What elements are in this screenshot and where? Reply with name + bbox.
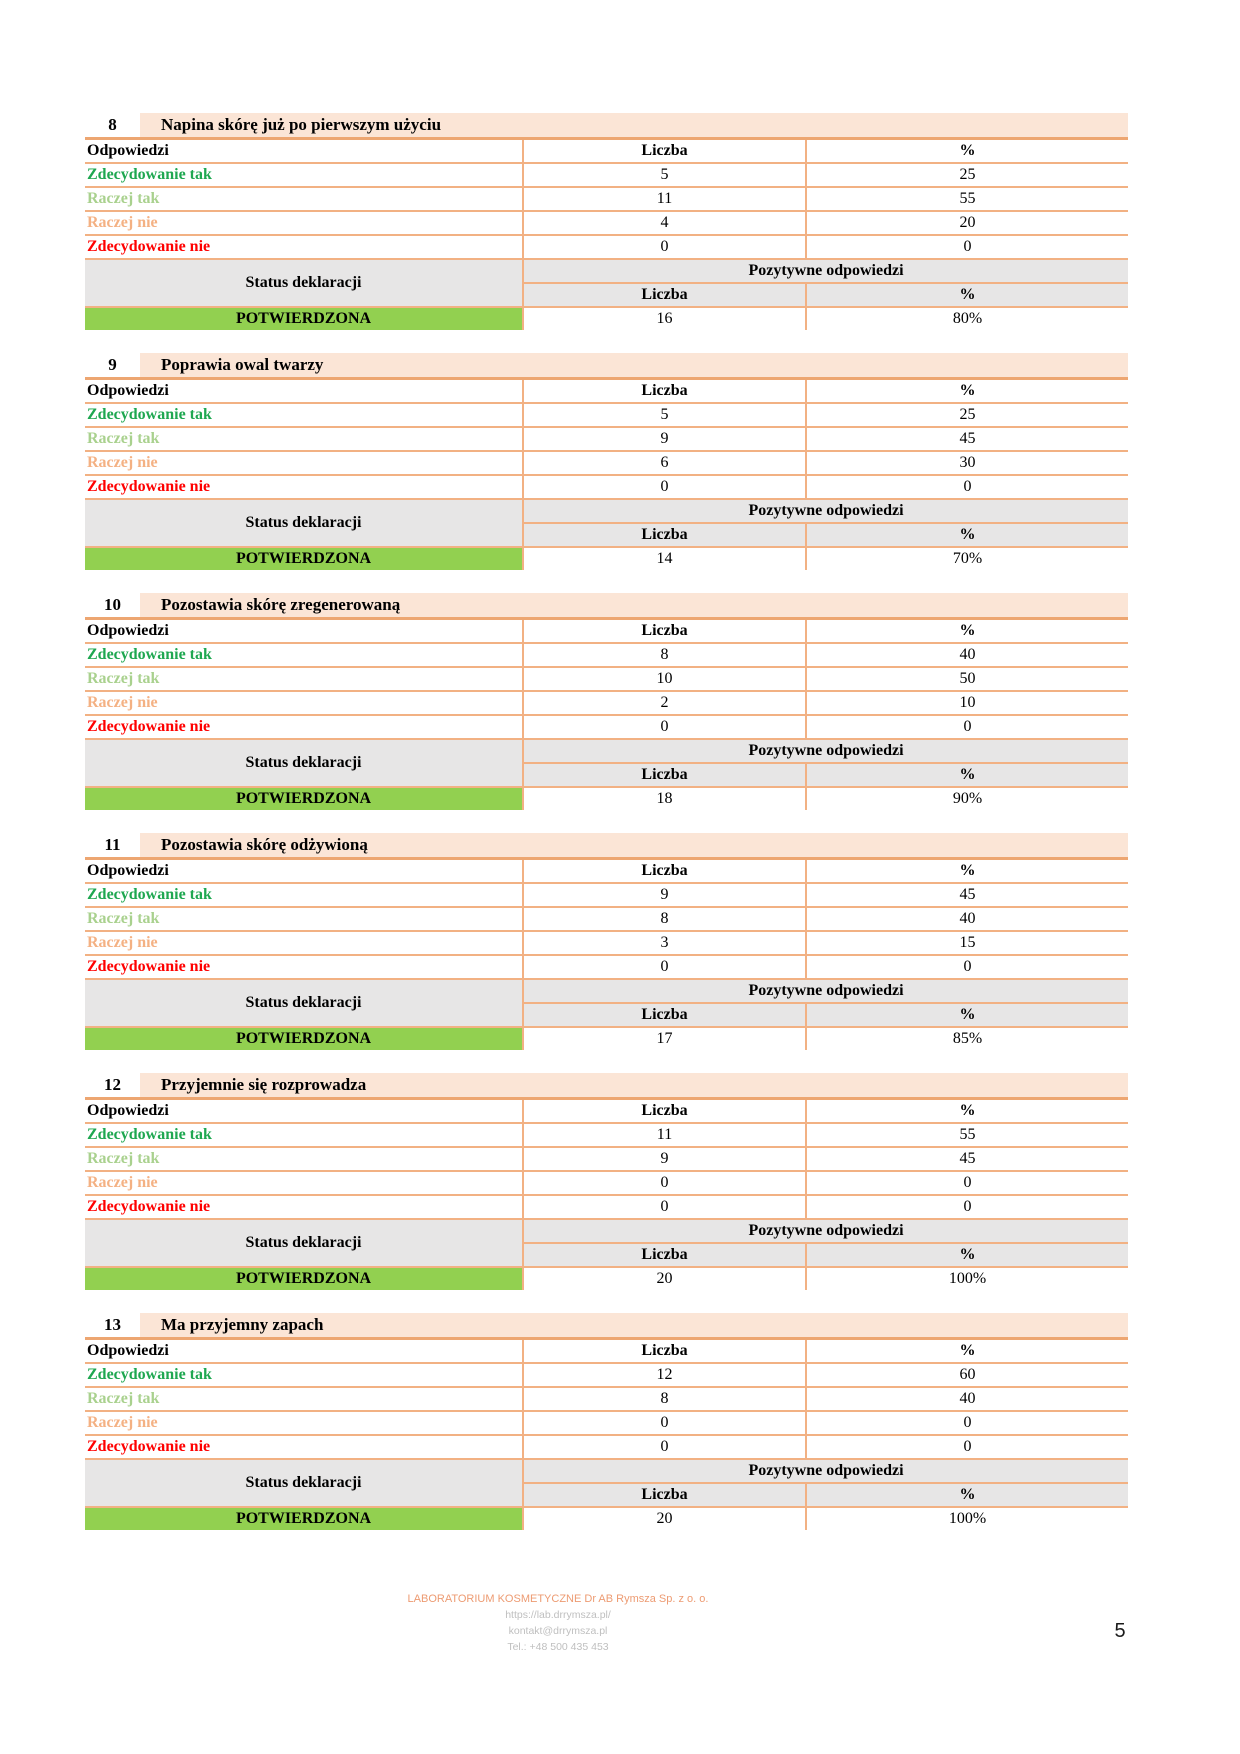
footer-phone: Tel.: +48 500 435 453 — [507, 1641, 609, 1653]
positive-answers-header: Pozytywne odpowiedzi — [523, 259, 1128, 283]
question-title: Ma przyjemny zapach — [140, 1313, 1128, 1337]
answer-label-rather-yes: Raczej tak — [85, 907, 523, 931]
positive-answers-header: Pozytywne odpowiedzi — [523, 979, 1128, 1003]
question-title: Pozostawia skórę zregenerowaną — [140, 593, 1128, 617]
positive-percent-value: 100% — [806, 1267, 1128, 1290]
question-title-row — [85, 833, 1128, 860]
answers-column-header: Odpowiedzi — [85, 1340, 523, 1363]
status-badge: POTWIERDZONA — [85, 1507, 523, 1530]
answer-label-strong-yes: Zdecydowanie tak — [85, 883, 523, 907]
answer-percent: 45 — [806, 1147, 1128, 1171]
status-declaration-label: Status deklaracji — [85, 1219, 523, 1267]
percent-column-header: % — [806, 140, 1128, 163]
positive-percent-header: % — [806, 1483, 1128, 1507]
answer-count: 0 — [523, 955, 806, 979]
answers-table — [85, 380, 1128, 570]
answer-percent: 45 — [806, 883, 1128, 907]
answer-count: 10 — [523, 667, 806, 691]
answer-label-rather-yes: Raczej tak — [85, 1147, 523, 1171]
positive-percent-value: 70% — [806, 547, 1128, 570]
positive-count-value: 20 — [523, 1267, 806, 1290]
answer-count: 0 — [523, 475, 806, 499]
positive-count-value: 20 — [523, 1507, 806, 1530]
positive-count-header: Liczba — [523, 283, 806, 307]
answer-count: 11 — [523, 187, 806, 211]
answer-label-strong-yes: Zdecydowanie tak — [85, 1123, 523, 1147]
question-number: 9 — [85, 353, 140, 377]
positive-count-header: Liczba — [523, 1483, 806, 1507]
status-header-row — [85, 1219, 1128, 1243]
status-declaration-label: Status deklaracji — [85, 1459, 523, 1507]
question-number: 10 — [85, 593, 140, 617]
answer-count: 0 — [523, 715, 806, 739]
table-header-row — [85, 380, 1128, 403]
status-declaration-label: Status deklaracji — [85, 739, 523, 787]
answer-label-rather-yes: Raczej tak — [85, 427, 523, 451]
question-title-row — [85, 113, 1128, 140]
answer-row — [85, 475, 1128, 499]
answer-percent: 0 — [806, 955, 1128, 979]
answer-row — [85, 1147, 1128, 1171]
question-title: Napina skórę już po pierwszym użyciu — [140, 113, 1128, 137]
answer-count: 9 — [523, 1147, 806, 1171]
answer-label-strong-yes: Zdecydowanie tak — [85, 1363, 523, 1387]
answer-row — [85, 931, 1128, 955]
answer-label-rather-yes: Raczej tak — [85, 1387, 523, 1411]
answers-table — [85, 1340, 1128, 1530]
confirmed-row — [85, 1267, 1128, 1290]
positive-percent-header: % — [806, 763, 1128, 787]
answer-row — [85, 1363, 1128, 1387]
question-number: 8 — [85, 113, 140, 137]
answer-percent: 0 — [806, 1171, 1128, 1195]
survey-question-table — [85, 593, 1128, 810]
count-column-header: Liczba — [523, 140, 806, 163]
status-declaration-label: Status deklaracji — [85, 259, 523, 307]
positive-count-value: 17 — [523, 1027, 806, 1050]
answer-row — [85, 1123, 1128, 1147]
count-column-header: Liczba — [523, 1340, 806, 1363]
answer-count: 0 — [523, 235, 806, 259]
question-number: 12 — [85, 1073, 140, 1097]
status-badge: POTWIERDZONA — [85, 547, 523, 570]
answer-percent: 40 — [806, 1387, 1128, 1411]
answer-count: 12 — [523, 1363, 806, 1387]
answer-percent: 0 — [806, 1411, 1128, 1435]
status-header-row — [85, 1459, 1128, 1483]
footer-email: kontakt@drrymsza.pl — [508, 1625, 608, 1637]
answer-label-rather-no: Raczej nie — [85, 1411, 523, 1435]
answer-percent: 40 — [806, 643, 1128, 667]
confirmed-row — [85, 547, 1128, 570]
answer-count: 11 — [523, 1123, 806, 1147]
table-header-row — [85, 620, 1128, 643]
answer-row — [85, 667, 1128, 691]
confirmed-row — [85, 1027, 1128, 1050]
percent-column-header: % — [806, 620, 1128, 643]
answer-count: 0 — [523, 1171, 806, 1195]
status-badge: POTWIERDZONA — [85, 1267, 523, 1290]
positive-count-header: Liczba — [523, 763, 806, 787]
positive-count-header: Liczba — [523, 1003, 806, 1027]
survey-question-table — [85, 353, 1128, 570]
answer-percent: 0 — [806, 235, 1128, 259]
status-badge: POTWIERDZONA — [85, 1027, 523, 1050]
question-title: Pozostawia skórę odżywioną — [140, 833, 1128, 857]
count-column-header: Liczba — [523, 860, 806, 883]
positive-count-value: 18 — [523, 787, 806, 810]
survey-question-table — [85, 1313, 1128, 1530]
answers-column-header: Odpowiedzi — [85, 140, 523, 163]
positive-percent-header: % — [806, 523, 1128, 547]
question-title-row — [85, 593, 1128, 620]
table-header-row — [85, 140, 1128, 163]
positive-percent-header: % — [806, 1003, 1128, 1027]
confirmed-row — [85, 1507, 1128, 1530]
answer-count: 8 — [523, 643, 806, 667]
answer-percent: 50 — [806, 667, 1128, 691]
status-badge: POTWIERDZONA — [85, 787, 523, 810]
question-title-row — [85, 353, 1128, 380]
answer-count: 0 — [523, 1411, 806, 1435]
answer-label-strong-no: Zdecydowanie nie — [85, 235, 523, 259]
positive-count-header: Liczba — [523, 1243, 806, 1267]
answer-row — [85, 163, 1128, 187]
answer-label-rather-no: Raczej nie — [85, 451, 523, 475]
percent-column-header: % — [806, 860, 1128, 883]
answer-percent: 0 — [806, 715, 1128, 739]
page-footer — [0, 1591, 1116, 1655]
answer-percent: 55 — [806, 1123, 1128, 1147]
answer-row — [85, 427, 1128, 451]
answer-percent: 0 — [806, 1435, 1128, 1459]
positive-answers-header: Pozytywne odpowiedzi — [523, 739, 1128, 763]
answer-row — [85, 1435, 1128, 1459]
answer-percent: 25 — [806, 163, 1128, 187]
positive-answers-header: Pozytywne odpowiedzi — [523, 1459, 1128, 1483]
answers-table — [85, 620, 1128, 810]
answer-percent: 0 — [806, 1195, 1128, 1219]
positive-percent-header: % — [806, 1243, 1128, 1267]
positive-percent-header: % — [806, 283, 1128, 307]
question-number: 13 — [85, 1313, 140, 1337]
count-column-header: Liczba — [523, 380, 806, 403]
answer-percent: 55 — [806, 187, 1128, 211]
answer-count: 0 — [523, 1435, 806, 1459]
status-header-row — [85, 739, 1128, 763]
percent-column-header: % — [806, 1100, 1128, 1123]
answer-percent: 25 — [806, 403, 1128, 427]
answer-percent: 45 — [806, 427, 1128, 451]
positive-count-header: Liczba — [523, 523, 806, 547]
answer-label-strong-no: Zdecydowanie nie — [85, 955, 523, 979]
footer-website-link: https://lab.drrymsza.pl/ — [505, 1609, 611, 1621]
answer-label-rather-no: Raczej nie — [85, 691, 523, 715]
positive-answers-header: Pozytywne odpowiedzi — [523, 499, 1128, 523]
confirmed-row — [85, 787, 1128, 810]
positive-percent-value: 85% — [806, 1027, 1128, 1050]
answer-row — [85, 1171, 1128, 1195]
answer-count: 5 — [523, 403, 806, 427]
answer-label-rather-no: Raczej nie — [85, 1171, 523, 1195]
survey-question-table — [85, 113, 1128, 330]
positive-answers-header: Pozytywne odpowiedzi — [523, 1219, 1128, 1243]
answer-label-strong-yes: Zdecydowanie tak — [85, 163, 523, 187]
count-column-header: Liczba — [523, 1100, 806, 1123]
question-title: Przyjemnie się rozprowadza — [140, 1073, 1128, 1097]
answer-count: 6 — [523, 451, 806, 475]
answer-percent: 20 — [806, 211, 1128, 235]
answer-row — [85, 451, 1128, 475]
survey-question-table — [85, 1073, 1128, 1290]
status-header-row — [85, 499, 1128, 523]
answer-label-strong-no: Zdecydowanie nie — [85, 475, 523, 499]
answer-row — [85, 691, 1128, 715]
answer-percent: 30 — [806, 451, 1128, 475]
answer-row — [85, 907, 1128, 931]
answer-percent: 40 — [806, 907, 1128, 931]
answer-row — [85, 1195, 1128, 1219]
question-number: 11 — [85, 833, 140, 857]
answer-count: 4 — [523, 211, 806, 235]
answers-column-header: Odpowiedzi — [85, 380, 523, 403]
answer-label-strong-no: Zdecydowanie nie — [85, 715, 523, 739]
survey-question-table — [85, 833, 1128, 1050]
answer-count: 8 — [523, 1387, 806, 1411]
question-title: Poprawia owal twarzy — [140, 353, 1128, 377]
confirmed-row — [85, 307, 1128, 330]
answer-row — [85, 883, 1128, 907]
answer-count: 2 — [523, 691, 806, 715]
answer-label-rather-yes: Raczej tak — [85, 187, 523, 211]
answer-label-rather-yes: Raczej tak — [85, 667, 523, 691]
positive-percent-value: 100% — [806, 1507, 1128, 1530]
answer-percent: 0 — [806, 475, 1128, 499]
table-header-row — [85, 860, 1128, 883]
answer-row — [85, 1411, 1128, 1435]
answer-percent: 15 — [806, 931, 1128, 955]
answer-count: 9 — [523, 427, 806, 451]
footer-company-name: LABORATORIUM KOSMETYCZNE Dr AB Rymsza Sp. z o. o. — [407, 1593, 709, 1605]
table-header-row — [85, 1100, 1128, 1123]
status-declaration-label: Status deklaracji — [85, 499, 523, 547]
answers-table — [85, 140, 1128, 330]
answers-table — [85, 860, 1128, 1050]
question-title-row — [85, 1073, 1128, 1100]
answers-table — [85, 1100, 1128, 1290]
answer-row — [85, 211, 1128, 235]
answer-row — [85, 187, 1128, 211]
answer-count: 9 — [523, 883, 806, 907]
status-header-row — [85, 979, 1128, 1003]
answers-column-header: Odpowiedzi — [85, 860, 523, 883]
table-header-row — [85, 1340, 1128, 1363]
answer-percent: 60 — [806, 1363, 1128, 1387]
tables-container — [85, 113, 1128, 1553]
answers-column-header: Odpowiedzi — [85, 620, 523, 643]
answer-percent: 10 — [806, 691, 1128, 715]
status-declaration-label: Status deklaracji — [85, 979, 523, 1027]
answer-label-rather-no: Raczej nie — [85, 211, 523, 235]
answer-count: 8 — [523, 907, 806, 931]
page-number: 5 — [1114, 1620, 1126, 1642]
answer-row — [85, 235, 1128, 259]
positive-percent-value: 80% — [806, 307, 1128, 330]
answer-count: 5 — [523, 163, 806, 187]
answer-row — [85, 955, 1128, 979]
percent-column-header: % — [806, 380, 1128, 403]
answer-row — [85, 643, 1128, 667]
answer-label-strong-yes: Zdecydowanie tak — [85, 403, 523, 427]
positive-percent-value: 90% — [806, 787, 1128, 810]
answers-column-header: Odpowiedzi — [85, 1100, 523, 1123]
answer-label-strong-no: Zdecydowanie nie — [85, 1195, 523, 1219]
positive-count-value: 16 — [523, 307, 806, 330]
percent-column-header: % — [806, 1340, 1128, 1363]
answer-count: 3 — [523, 931, 806, 955]
status-header-row — [85, 259, 1128, 283]
positive-count-value: 14 — [523, 547, 806, 570]
answer-label-strong-no: Zdecydowanie nie — [85, 1435, 523, 1459]
count-column-header: Liczba — [523, 620, 806, 643]
answer-row — [85, 403, 1128, 427]
answer-row — [85, 715, 1128, 739]
answer-label-rather-no: Raczej nie — [85, 931, 523, 955]
answer-row — [85, 1387, 1128, 1411]
status-badge: POTWIERDZONA — [85, 307, 523, 330]
question-title-row — [85, 1313, 1128, 1340]
answer-count: 0 — [523, 1195, 806, 1219]
answer-label-strong-yes: Zdecydowanie tak — [85, 643, 523, 667]
